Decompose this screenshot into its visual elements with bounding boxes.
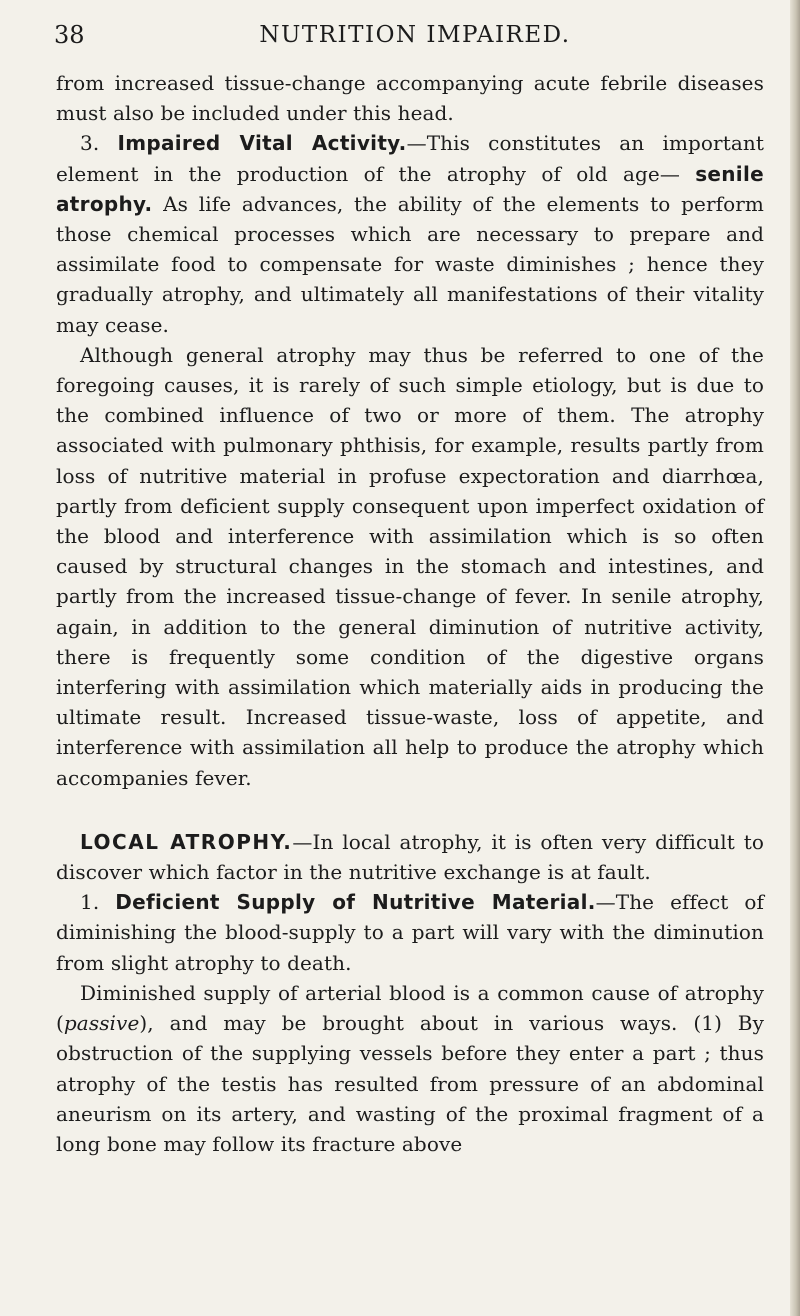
paragraph-2-number: 3. — [80, 131, 118, 156]
section-heading-local-atrophy: LOCAL ATROPHY. — [80, 829, 293, 854]
paragraph-6-term: passive — [63, 1011, 140, 1036]
paragraph-2-text-b: As life advances, the ability of the elements to perform those chemical processes which are necessary to prepare and assimilate food to compensate for waste diminishes ; hence they gradually atrophy, and ultimately all manifestations of their vitality may cease. — [56, 191, 764, 337]
page-number: 38 — [54, 21, 85, 49]
paragraph-5-heading: Deficient Supply of Nutritive Material. — [115, 890, 596, 915]
paragraph-5-text: —The effect of diminishing the blood-supply to a part will vary with the diminution from slight atrophy to death. — [56, 890, 764, 975]
paragraph-2-text-a: —This constitutes an important element in the production of the atrophy of old age— — [56, 131, 764, 186]
page-edge-shadow — [790, 0, 800, 1316]
paragraph-1 — [56, 68, 764, 128]
paragraph-2-heading: Impaired Vital Activity. — [117, 131, 407, 156]
paragraph-4 — [56, 827, 764, 887]
paragraph-6-text-b: ), and may be brought about in various ways. (1) By obstruction of the supplying vessels before they enter a part ; thus atrophy of the testis has resulted from pressure of an abdominal aneurism on its artery, and wasting of the proximal fragment of a long bone may follow its fracture above — [56, 1011, 764, 1156]
paragraph-3 — [56, 340, 764, 793]
running-head: NUTRITION IMPAIRED. — [259, 22, 571, 48]
paragraph-5-number: 1. — [80, 890, 116, 915]
paragraph-3-text: Although general atrophy may thus be referred to one of the foregoing causes, it is rarely of such simple etiology, but is due to the combined influence of two or more of them. The atrophy associated with pulmonary phthisis, for example, results partly from loss of nutritive material in profuse expectoration and diarrhœa, partly from deficient supply consequent upon imperfect oxidation of the blood and interference with assimilation which is so often caused by structural changes in the stomach and intestines, and partly from the increased tissue-change of fever. In senile atrophy, again, in addition to the general diminution of nutritive activity, there is frequently some condition of the digestive organs interfering with assimilation which materially aids in producing the ultimate result. Increased tissue-waste, loss of appetite, and interference with assimilation all help to produce the atrophy which accompanies fever. — [56, 342, 764, 790]
page-header — [54, 20, 746, 60]
paragraph-4-text: —In local atrophy, it is often very difficult to discover which factor in the nutritive exchange is at fault. — [56, 829, 764, 885]
paragraph-5 — [56, 887, 764, 978]
paragraph-1-text: from increased tissue-change accompanying acute febrile diseases must also be included under this head. — [56, 71, 764, 126]
paragraph-6-text-a: Diminished supply of arterial blood is a common cause of atrophy ( — [56, 980, 764, 1036]
paragraph-2 — [56, 128, 764, 339]
body-text — [56, 68, 764, 1159]
paragraph-6 — [56, 978, 764, 1159]
paragraph-2-term: senile atrophy. — [56, 161, 764, 216]
